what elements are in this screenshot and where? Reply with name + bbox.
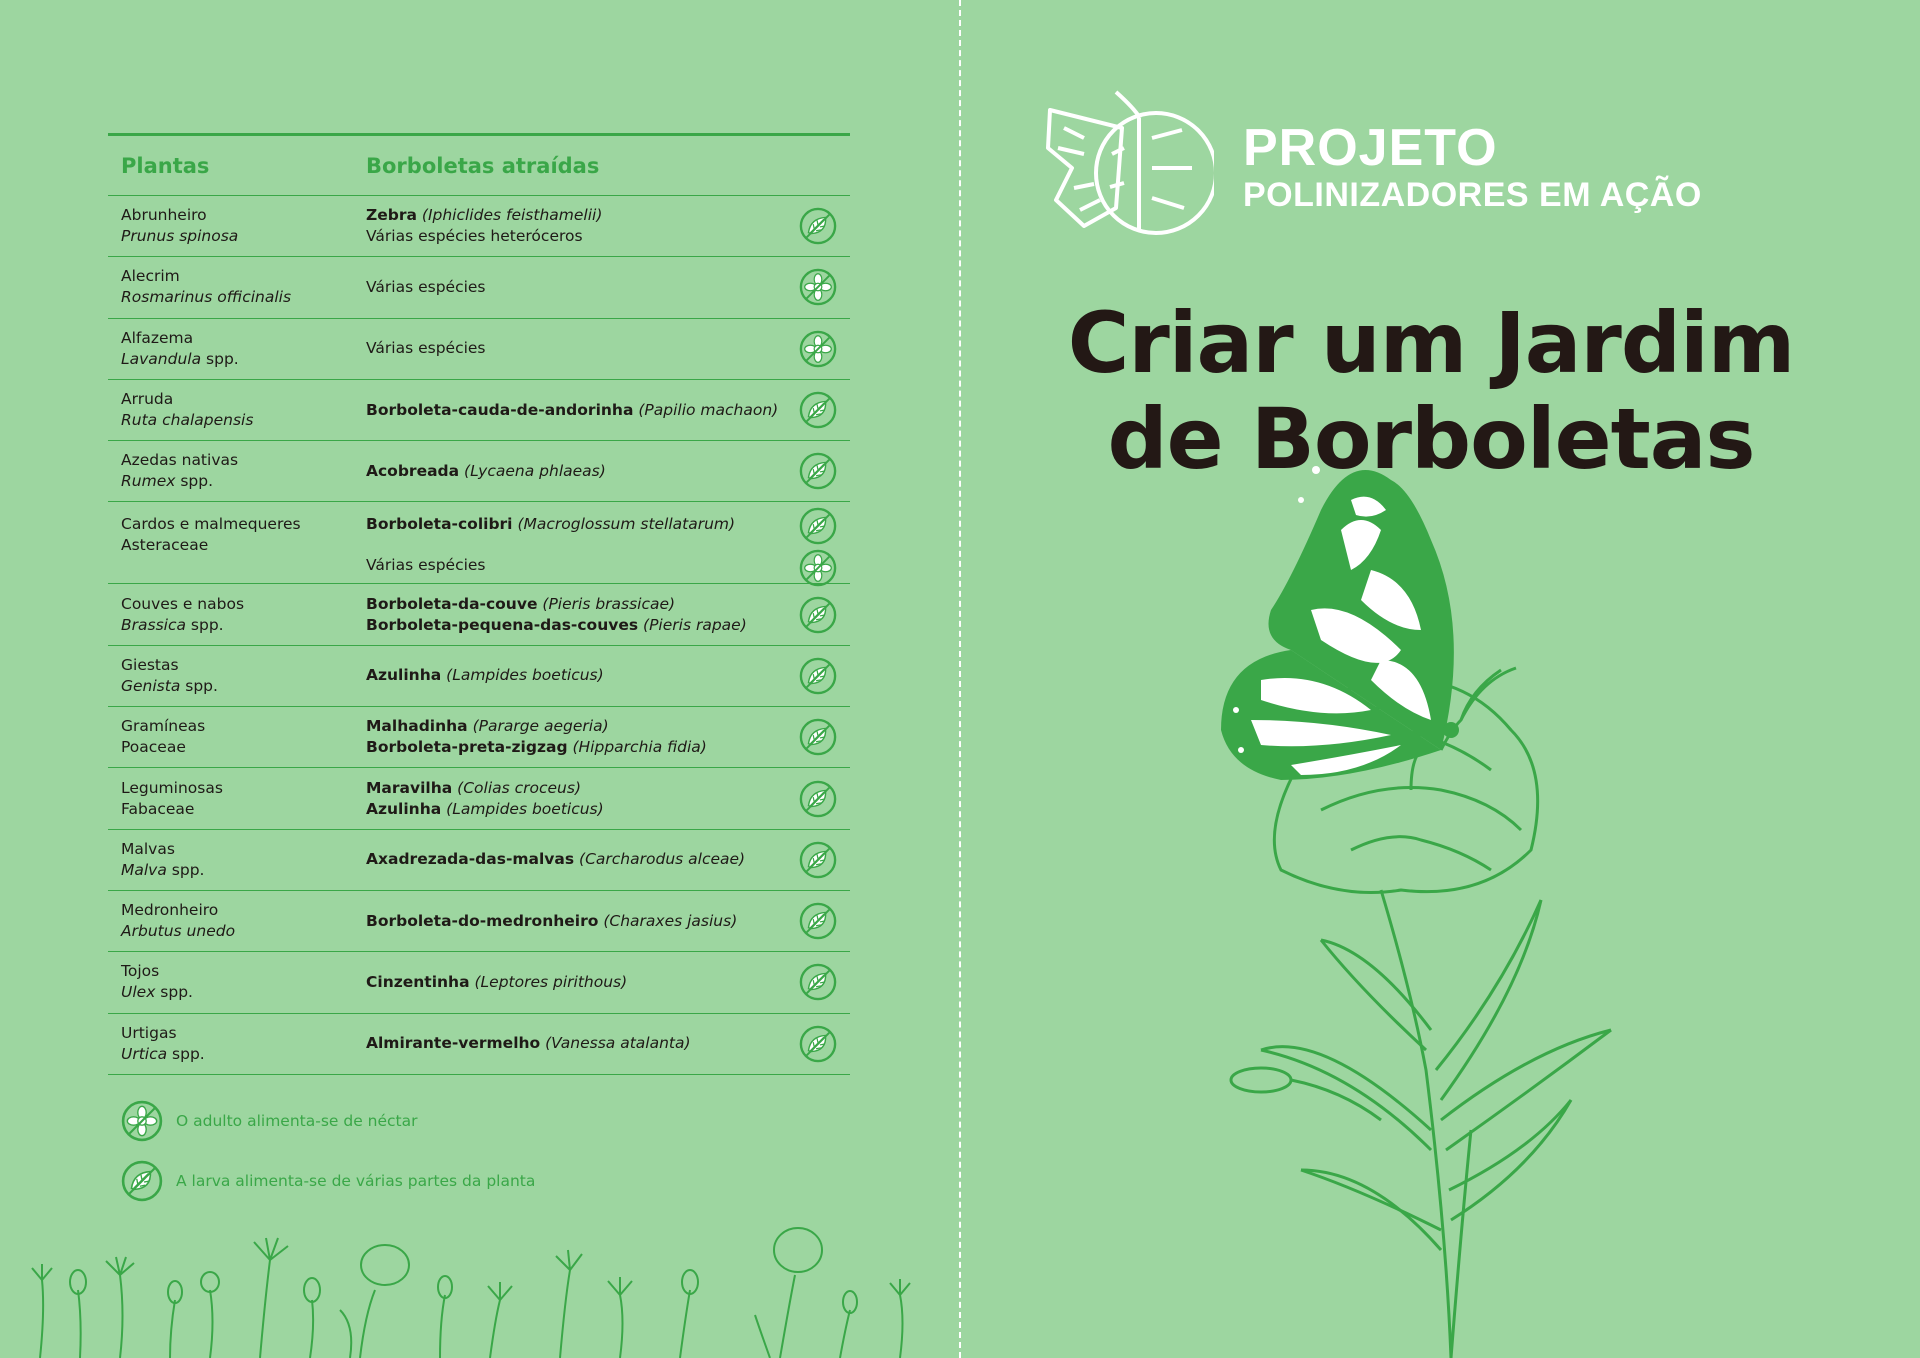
butterfly-entry (366, 911, 850, 932)
butterfly-scientific-name: (Lampides boeticus) (446, 799, 604, 818)
plant-scientific-name (121, 1044, 366, 1065)
leaf-icon (798, 506, 838, 546)
plant-genus: Ruta chalapensis (121, 411, 254, 430)
butterfly-scientific-name: (Lycaena phlaeas) (464, 461, 606, 480)
title-line-2: de Borboletas (1107, 390, 1755, 488)
project-logo (1044, 88, 1214, 248)
plants-table (108, 133, 850, 1075)
legend-item-larva (120, 1158, 535, 1204)
plant-common-name: Alfazema (121, 328, 194, 347)
butterfly-plain-text: Várias espécies (366, 277, 486, 296)
leaf-icon (798, 901, 838, 941)
plant-scientific-name (121, 471, 366, 492)
butterfly-entry (366, 461, 850, 482)
butterfly-cell (366, 665, 850, 686)
leaf-icon (798, 595, 838, 635)
plant-cell (108, 389, 366, 431)
butterfly-plain-text: Várias espécies (366, 339, 486, 358)
table-row (108, 1014, 850, 1075)
butterfly-cell (366, 338, 850, 359)
butterfly-entry (366, 799, 850, 820)
butterfly-scientific-name: (Pararge aegeria) (472, 717, 609, 736)
plant-common-name: Couves e nabos (121, 594, 245, 613)
butterfly-scientific-name: (Vanessa atalanta) (545, 1034, 691, 1053)
butterfly-scientific-name: (Macroglossum stellatarum) (517, 515, 736, 534)
plant-common-name: Azedas nativas (121, 451, 239, 470)
butterfly-scientific-name: (Carcharodus alceae) (579, 850, 746, 869)
butterfly-entry (366, 338, 850, 359)
plant-genus: Brassica (121, 615, 186, 634)
table-row (108, 502, 850, 584)
table-row (108, 646, 850, 707)
title-line-1: Criar um Jardim (1067, 294, 1795, 392)
table-row (108, 952, 850, 1013)
butterfly-entry (366, 226, 850, 247)
butterfly-entry (366, 972, 850, 993)
butterfly-cell (366, 849, 850, 870)
row-icons (798, 840, 838, 880)
butterfly-scientific-name: (Iphiclides feisthamelii) (421, 206, 603, 225)
butterfly-entry (366, 400, 850, 421)
plant-scientific-name (121, 535, 366, 556)
legend (120, 1098, 535, 1218)
table-row (108, 707, 850, 768)
table-row (108, 441, 850, 502)
leaf-icon (798, 390, 838, 430)
leaf-icon (798, 840, 838, 880)
butterfly-scientific-name: (Pieris brassicae) (542, 594, 676, 613)
leaf-icon (798, 962, 838, 1002)
plant-spp: spp. (155, 983, 193, 1002)
plant-cell (108, 205, 366, 247)
flower-icon (798, 267, 838, 307)
butterfly-common-name: Malhadinha (366, 717, 468, 736)
plant-spp: spp. (175, 472, 214, 491)
plant-genus: Malva (121, 860, 167, 879)
plant-genus: Ulex (121, 983, 156, 1002)
leaf-icon (798, 1024, 838, 1064)
row-icons (798, 1024, 838, 1064)
butterfly-common-name: Maravilha (366, 778, 453, 797)
plant-spp: spp. (185, 615, 224, 634)
plant-scientific-name (121, 737, 366, 758)
butterfly-cell (366, 400, 850, 421)
plant-cell (108, 716, 366, 758)
row-icons (798, 451, 838, 491)
table-row (108, 584, 850, 645)
butterfly-cell (366, 461, 850, 482)
plant-common-name: Medronheiro (121, 901, 219, 920)
brand-line-2: POLINIZADORES EM AÇÃO (1243, 176, 1702, 214)
meadow-illustration (20, 1220, 920, 1358)
flower-icon (798, 329, 838, 369)
plant-scientific-name (121, 921, 366, 942)
butterfly-cell (366, 594, 850, 636)
butterfly-entry (366, 555, 850, 576)
row-icons (798, 595, 838, 635)
plant-common-name: Giestas (121, 655, 179, 674)
row-icons (798, 962, 838, 1002)
butterfly-plain-text: Várias espécies heteróceros (366, 227, 583, 246)
table-body (108, 196, 850, 1075)
row-icons (798, 206, 838, 246)
butterfly-entry (366, 1033, 850, 1054)
table-row (108, 830, 850, 891)
butterfly-entry (366, 277, 850, 298)
plant-common-name: Alecrim (121, 267, 180, 286)
table-row (108, 257, 850, 318)
butterfly-common-name: Acobreada (366, 461, 460, 480)
plant-scientific-name (121, 349, 366, 370)
butterfly-cell (366, 911, 850, 932)
right-panel (961, 0, 1920, 1358)
table-row (108, 891, 850, 952)
plant-cell (108, 778, 366, 820)
plant-cell (108, 266, 366, 308)
plant-scientific-name (121, 676, 366, 697)
plant-cell (108, 328, 366, 370)
plant-spp: spp. (166, 860, 205, 879)
butterfly-entry (366, 615, 850, 636)
plant-scientific-name (121, 860, 366, 881)
plant-spp: spp. (201, 349, 239, 368)
plant-scientific-name (121, 410, 366, 431)
plant-common-name: Urtigas (121, 1023, 177, 1042)
legend-item-nectar (120, 1098, 535, 1144)
butterfly-entry (366, 205, 850, 226)
table-row (108, 196, 850, 257)
butterfly-scientific-name: (Leptores pirithous) (474, 972, 628, 991)
butterfly-cell (366, 514, 850, 576)
butterfly-cell (366, 277, 850, 298)
butterfly-common-name: Axadrezada-das-malvas (366, 850, 575, 869)
table-row (108, 380, 850, 441)
butterfly-common-name: Cinzentinha (366, 972, 470, 991)
plant-common-name: Abrunheiro (121, 206, 207, 225)
leaf-icon (120, 1159, 164, 1203)
butterfly-flower-illustration (1201, 430, 1701, 1358)
butterfly-entry (366, 716, 850, 737)
plant-common-name: Leguminosas (121, 778, 223, 797)
butterfly-entry (366, 514, 850, 535)
butterfly-cell (366, 1033, 850, 1054)
butterfly-common-name: Borboleta-colibri (366, 515, 513, 534)
plant-family: Poaceae (121, 738, 186, 757)
plant-common-name: Cardos e malmequeres (121, 515, 301, 534)
butterfly-entry (366, 594, 850, 615)
butterfly-entry (366, 849, 850, 870)
plant-cell (108, 961, 366, 1003)
row-icons (798, 329, 838, 369)
brand-line-1: PROJETO (1243, 119, 1498, 177)
plant-cell (108, 1023, 366, 1065)
header-butterflies: Borboletas atraídas (366, 153, 600, 178)
plant-family: Fabaceae (121, 799, 195, 818)
row-icons (798, 717, 838, 757)
leaf-icon (798, 451, 838, 491)
plant-common-name: Gramíneas (121, 717, 206, 736)
butterfly-common-name: Borboleta-preta-zigzag (366, 738, 568, 757)
butterfly-common-name: Azulinha (366, 799, 442, 818)
legend-text-larva: A larva alimenta-se de várias partes da planta (176, 1172, 536, 1190)
butterfly-common-name: Borboleta-pequena-das-couves (366, 615, 639, 634)
table-row (108, 319, 850, 380)
plant-scientific-name (121, 615, 366, 636)
butterfly-cell (366, 716, 850, 758)
plant-genus: Rumex (121, 472, 176, 491)
plant-spp: spp. (180, 676, 218, 695)
butterfly-entry (366, 778, 850, 799)
plant-spp: spp. (167, 1044, 205, 1063)
plant-scientific-name (121, 982, 366, 1003)
row-icons (798, 901, 838, 941)
row-icons (798, 267, 838, 307)
butterfly-cell (366, 972, 850, 993)
butterfly-common-name: Borboleta-da-couve (366, 594, 538, 613)
plant-genus: Arbutus unedo (121, 922, 236, 941)
butterfly-scientific-name: (Hipparchia fidia) (572, 738, 707, 757)
plant-cell (108, 839, 366, 881)
row-icons (798, 779, 838, 819)
butterfly-common-name: Azulinha (366, 666, 442, 685)
plant-scientific-name (121, 799, 366, 820)
plant-genus: Lavandula (121, 349, 202, 368)
plant-cell (108, 514, 366, 556)
header-plants: Plantas (121, 153, 210, 178)
butterfly-scientific-name: (Lampides boeticus) (446, 666, 604, 685)
plant-cell (108, 594, 366, 636)
plant-genus: Prunus spinosa (121, 227, 239, 246)
plant-genus: Urtica (121, 1044, 168, 1063)
plant-scientific-name (121, 226, 366, 247)
flower-icon (798, 548, 838, 588)
plant-cell (108, 655, 366, 697)
brand (1243, 120, 1702, 214)
leaf-icon (798, 717, 838, 757)
butterfly-common-name: Zebra (366, 206, 417, 225)
butterfly-cell (366, 778, 850, 820)
butterfly-scientific-name: (Papilio machaon) (638, 400, 779, 419)
row-icons (798, 390, 838, 430)
plant-common-name: Malvas (121, 839, 175, 858)
plant-cell (108, 450, 366, 492)
plant-cell (108, 900, 366, 942)
butterfly-cell (366, 205, 850, 247)
table-row (108, 768, 850, 829)
leaf-icon (798, 779, 838, 819)
plant-genus: Genista (121, 676, 181, 695)
butterfly-scientific-name: (Charaxes jasius) (603, 911, 738, 930)
plant-scientific-name (121, 287, 366, 308)
butterfly-entry (366, 665, 850, 686)
leaf-icon (798, 656, 838, 696)
plant-family: Asteraceae (121, 536, 209, 555)
plant-genus: Rosmarinus officinalis (121, 288, 292, 307)
leaf-icon (798, 206, 838, 246)
butterfly-plain-text: Várias espécies (366, 556, 486, 575)
legend-text-nectar: O adulto alimenta-se de néctar (176, 1112, 418, 1130)
butterfly-common-name: Almirante-vermelho (366, 1034, 541, 1053)
plant-common-name: Arruda (121, 390, 174, 409)
flower-icon (120, 1099, 164, 1143)
row-icons (798, 506, 838, 588)
row-icons (798, 656, 838, 696)
page-title (961, 295, 1901, 487)
butterfly-scientific-name: (Colias croceus) (457, 778, 582, 797)
butterfly-common-name: Borboleta-do-medronheiro (366, 911, 599, 930)
butterfly-scientific-name: (Pieris rapae) (643, 615, 747, 634)
butterfly-entry (366, 737, 850, 758)
butterfly-common-name: Borboleta-cauda-de-andorinha (366, 400, 634, 419)
plant-common-name: Tojos (121, 962, 160, 981)
table-header (108, 136, 850, 196)
